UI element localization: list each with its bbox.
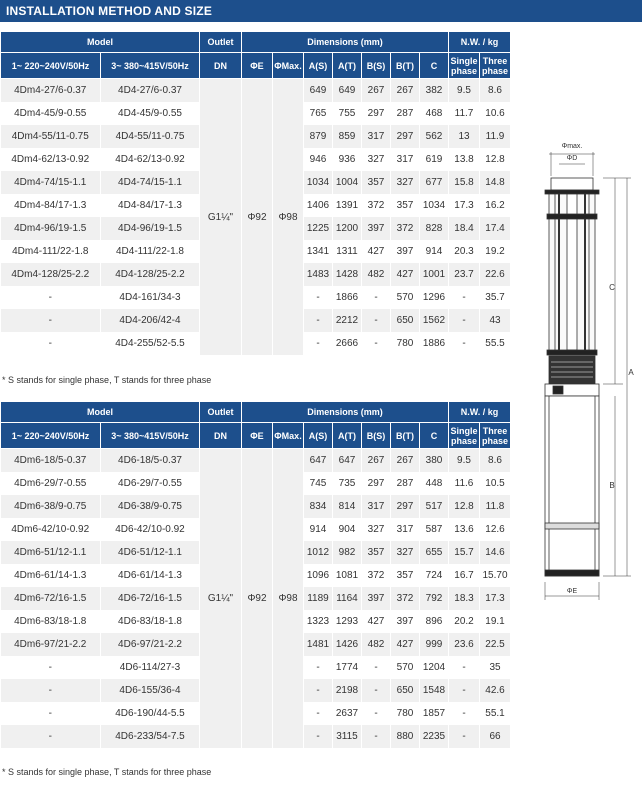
bs-cell: 297 (362, 102, 391, 125)
at-cell: 1200 (333, 217, 362, 240)
weight-three-cell: 16.2 (480, 194, 511, 217)
model-header: Model (1, 402, 200, 423)
bt-header: B(T) (391, 423, 420, 449)
spec-table-4dm4 (0, 31, 511, 355)
dn-header: DN (200, 423, 242, 449)
model-single-cell: 4Dm4-62/13-0.92 (1, 148, 101, 171)
c-cell: 1857 (420, 702, 449, 725)
as-cell: - (304, 309, 333, 332)
phi-e-cell: Φ92 (242, 449, 273, 749)
weight-single-cell: 20.2 (449, 610, 480, 633)
outlet-cell: G1¼" (200, 449, 242, 749)
bt-cell: 780 (391, 702, 420, 725)
weight-three-cell: 19.2 (480, 240, 511, 263)
model-three-cell: 4D6-42/10-0.92 (101, 518, 200, 541)
phi-max-header: ΦMax. (273, 423, 304, 449)
table-body (1, 449, 511, 749)
at-cell: 982 (333, 541, 362, 564)
model-single-cell: - (1, 725, 101, 748)
as-cell: 1034 (304, 171, 333, 194)
table-body (1, 79, 511, 356)
weight-single-cell: - (449, 286, 480, 309)
phi-max-cell: Φ98 (273, 449, 304, 749)
weight-single-cell: 18.4 (449, 217, 480, 240)
weight-three-cell: 12.8 (480, 148, 511, 171)
phi-max-header: ΦMax. (273, 53, 304, 79)
at-cell: 1164 (333, 587, 362, 610)
c-cell: 724 (420, 564, 449, 587)
c-cell: 914 (420, 240, 449, 263)
bs-cell: - (362, 309, 391, 332)
at-cell: 1081 (333, 564, 362, 587)
at-cell: 2198 (333, 679, 362, 702)
c-cell: 380 (420, 449, 449, 473)
at-cell: 1311 (333, 240, 362, 263)
bs-cell: 327 (362, 148, 391, 171)
three-phase-header: Three phase (480, 53, 511, 79)
bs-cell: 397 (362, 587, 391, 610)
three-phase-header: Three phase (480, 423, 511, 449)
model-single-cell: - (1, 679, 101, 702)
weight-single-cell: - (449, 679, 480, 702)
bs-cell: 357 (362, 171, 391, 194)
bs-cell: - (362, 656, 391, 679)
model-three-cell: 4D6-18/5-0.37 (101, 449, 200, 473)
weight-three-cell: 66 (480, 725, 511, 748)
weight-single-cell: 13.8 (449, 148, 480, 171)
label-phi-e: ΦE (566, 588, 578, 595)
model-header: Model (1, 32, 200, 53)
weight-three-cell: 15.70 (480, 564, 511, 587)
bs-cell: - (362, 332, 391, 355)
model-single-cell: 4Dm4-27/6-0.37 (1, 79, 101, 103)
model-three-cell: 4D4-84/17-1.3 (101, 194, 200, 217)
c-cell: 587 (420, 518, 449, 541)
c-header: C (420, 53, 449, 79)
c-cell: 792 (420, 587, 449, 610)
at-cell: 1004 (333, 171, 362, 194)
bt-cell: 397 (391, 240, 420, 263)
c-cell: 896 (420, 610, 449, 633)
model-three-cell: 4D6-233/54-7.5 (101, 725, 200, 748)
bt-cell: 427 (391, 633, 420, 656)
single-phase-header: Single phase (449, 423, 480, 449)
model-single-cell: - (1, 656, 101, 679)
model-three-cell: 4D6-61/14-1.3 (101, 564, 200, 587)
c-cell: 1296 (420, 286, 449, 309)
c-cell: 677 (420, 171, 449, 194)
c-cell: 562 (420, 125, 449, 148)
as-cell: 1406 (304, 194, 333, 217)
dimensions-header: Dimensions (mm) (242, 402, 449, 423)
model-three-cell: 4D6-190/44-5.5 (101, 702, 200, 725)
label-a: A (628, 368, 634, 377)
weight-single-cell: 11.7 (449, 102, 480, 125)
c-cell: 828 (420, 217, 449, 240)
bs-cell: - (362, 286, 391, 309)
bt-cell: 372 (391, 217, 420, 240)
pump-outline (545, 152, 631, 600)
weight-three-cell: 10.5 (480, 472, 511, 495)
model-single-cell: 4Dm6-97/21-2.2 (1, 633, 101, 656)
phi-e-cell: Φ92 (242, 79, 273, 356)
bt-cell: 357 (391, 564, 420, 587)
weight-single-cell: - (449, 309, 480, 332)
model-single-cell: - (1, 702, 101, 725)
as-cell: - (304, 332, 333, 355)
bs-cell: - (362, 702, 391, 725)
at-header: A(T) (333, 53, 362, 79)
at-cell: 814 (333, 495, 362, 518)
bt-cell: 287 (391, 472, 420, 495)
bs-cell: 297 (362, 472, 391, 495)
label-phi-d: ΦD (566, 155, 578, 162)
model-three-cell: 4D6-72/16-1.5 (101, 587, 200, 610)
bt-cell: 880 (391, 725, 420, 748)
weight-three-cell: 35.7 (480, 286, 511, 309)
model-single-cell: 4Dm4-128/25-2.2 (1, 263, 101, 286)
at-cell: 735 (333, 472, 362, 495)
weight-three-cell: 14.8 (480, 171, 511, 194)
model-single-cell: 4Dm6-18/5-0.37 (1, 449, 101, 473)
model-three-cell: 4D4-27/6-0.37 (101, 79, 200, 103)
three-voltage-header: 3~ 380~415V/50Hz (101, 53, 200, 79)
weight-three-cell: 14.6 (480, 541, 511, 564)
as-cell: - (304, 725, 333, 748)
c-cell: 1204 (420, 656, 449, 679)
weight-single-cell: 18.3 (449, 587, 480, 610)
c-cell: 382 (420, 79, 449, 103)
single-voltage-header: 1~ 220~240V/50Hz (1, 423, 101, 449)
weight-single-cell: 23.6 (449, 633, 480, 656)
bt-cell: 317 (391, 518, 420, 541)
bs-cell: 317 (362, 495, 391, 518)
bt-cell: 327 (391, 171, 420, 194)
model-single-cell: 4Dm4-74/15-1.1 (1, 171, 101, 194)
bs-cell: 397 (362, 217, 391, 240)
model-single-cell: 4Dm4-55/11-0.75 (1, 125, 101, 148)
model-single-cell: 4Dm6-83/18-1.8 (1, 610, 101, 633)
c-cell: 1548 (420, 679, 449, 702)
model-single-cell: 4Dm4-96/19-1.5 (1, 217, 101, 240)
bt-cell: 297 (391, 125, 420, 148)
bt-cell: 372 (391, 587, 420, 610)
at-header: A(T) (333, 423, 362, 449)
c-cell: 999 (420, 633, 449, 656)
c-cell: 1562 (420, 309, 449, 332)
c-header: C (420, 423, 449, 449)
c-cell: 1886 (420, 332, 449, 355)
weight-single-cell: 12.8 (449, 495, 480, 518)
weight-single-cell: 15.8 (449, 171, 480, 194)
model-single-cell: - (1, 286, 101, 309)
label-phi-max: Φmax. (561, 143, 583, 150)
model-three-cell: 4D4-255/52-5.5 (101, 332, 200, 355)
bs-cell: 267 (362, 449, 391, 473)
as-cell: 1341 (304, 240, 333, 263)
model-three-cell: 4D6-155/36-4 (101, 679, 200, 702)
bs-cell: 482 (362, 263, 391, 286)
as-cell: 946 (304, 148, 333, 171)
bs-header: B(S) (362, 423, 391, 449)
at-cell: 1426 (333, 633, 362, 656)
model-single-cell: 4Dm6-42/10-0.92 (1, 518, 101, 541)
footnote: * S stands for single phase, T stands for three phase (2, 375, 212, 385)
as-cell: - (304, 679, 333, 702)
c-cell: 468 (420, 102, 449, 125)
weight-three-cell: 8.6 (480, 449, 511, 473)
weight-single-cell: 11.6 (449, 472, 480, 495)
weight-single-cell: 17.3 (449, 194, 480, 217)
weight-single-cell: 9.5 (449, 449, 480, 473)
bt-cell: 650 (391, 679, 420, 702)
as-cell: 745 (304, 472, 333, 495)
weight-single-cell: 23.7 (449, 263, 480, 286)
as-cell: - (304, 656, 333, 679)
at-cell: 649 (333, 79, 362, 103)
single-voltage-header: 1~ 220~240V/50Hz (1, 53, 101, 79)
model-single-cell: 4Dm6-38/9-0.75 (1, 495, 101, 518)
nw-header: N.W. / kg (449, 32, 511, 53)
bt-cell: 650 (391, 309, 420, 332)
weight-three-cell: 17.3 (480, 587, 511, 610)
at-cell: 2666 (333, 332, 362, 355)
outlet-header: Outlet (200, 32, 242, 53)
bs-cell: 427 (362, 240, 391, 263)
weight-three-cell: 43 (480, 309, 511, 332)
bt-cell: 327 (391, 541, 420, 564)
phi-e-header: ΦE (242, 53, 273, 79)
c-cell: 1001 (420, 263, 449, 286)
weight-single-cell: 13 (449, 125, 480, 148)
weight-three-cell: 55.1 (480, 702, 511, 725)
weight-single-cell: - (449, 702, 480, 725)
weight-single-cell: - (449, 332, 480, 355)
bt-cell: 297 (391, 495, 420, 518)
at-cell: 3115 (333, 725, 362, 748)
as-cell: - (304, 702, 333, 725)
at-cell: 936 (333, 148, 362, 171)
single-phase-header: Single phase (449, 53, 480, 79)
weight-single-cell: 15.7 (449, 541, 480, 564)
bs-cell: 372 (362, 194, 391, 217)
dn-header: DN (200, 53, 242, 79)
weight-three-cell: 55.5 (480, 332, 511, 355)
weight-three-cell: 10.6 (480, 102, 511, 125)
weight-three-cell: 11.8 (480, 495, 511, 518)
bt-cell: 780 (391, 332, 420, 355)
weight-three-cell: 11.9 (480, 125, 511, 148)
outlet-header: Outlet (200, 402, 242, 423)
bt-cell: 397 (391, 610, 420, 633)
model-single-cell: 4Dm6-51/12-1.1 (1, 541, 101, 564)
at-cell: 859 (333, 125, 362, 148)
weight-three-cell: 19.1 (480, 610, 511, 633)
as-cell: 1096 (304, 564, 333, 587)
as-cell: 649 (304, 79, 333, 103)
model-three-cell: 4D4-62/13-0.92 (101, 148, 200, 171)
model-three-cell: 4D4-111/22-1.8 (101, 240, 200, 263)
weight-three-cell: 35 (480, 656, 511, 679)
bs-cell: 267 (362, 79, 391, 103)
weight-three-cell: 22.6 (480, 263, 511, 286)
weight-three-cell: 8.6 (480, 79, 511, 103)
model-three-cell: 4D4-55/11-0.75 (101, 125, 200, 148)
bt-cell: 427 (391, 263, 420, 286)
outlet-cell: G1¼" (200, 79, 242, 356)
model-single-cell: 4Dm4-84/17-1.3 (1, 194, 101, 217)
as-cell: 1323 (304, 610, 333, 633)
bs-cell: 327 (362, 518, 391, 541)
at-cell: 1866 (333, 286, 362, 309)
model-three-cell: 4D6-114/27-3 (101, 656, 200, 679)
weight-single-cell: - (449, 656, 480, 679)
model-three-cell: 4D6-83/18-1.8 (101, 610, 200, 633)
c-cell: 2235 (420, 725, 449, 748)
model-single-cell: - (1, 309, 101, 332)
bt-cell: 267 (391, 449, 420, 473)
model-single-cell: - (1, 332, 101, 355)
nw-header: N.W. / kg (449, 402, 511, 423)
bt-cell: 570 (391, 286, 420, 309)
c-cell: 655 (420, 541, 449, 564)
at-cell: 1774 (333, 656, 362, 679)
as-cell: 1481 (304, 633, 333, 656)
bt-cell: 357 (391, 194, 420, 217)
bs-cell: 427 (362, 610, 391, 633)
model-single-cell: 4Dm6-29/7-0.55 (1, 472, 101, 495)
as-cell: 1225 (304, 217, 333, 240)
at-cell: 2637 (333, 702, 362, 725)
model-three-cell: 4D4-206/42-4 (101, 309, 200, 332)
weight-single-cell: 20.3 (449, 240, 480, 263)
as-cell: 834 (304, 495, 333, 518)
bs-cell: - (362, 679, 391, 702)
table-row (1, 79, 511, 103)
at-cell: 904 (333, 518, 362, 541)
at-cell: 647 (333, 449, 362, 473)
bt-header: B(T) (391, 53, 420, 79)
model-single-cell: 4Dm4-111/22-1.8 (1, 240, 101, 263)
weight-three-cell: 17.4 (480, 217, 511, 240)
as-cell: 914 (304, 518, 333, 541)
bt-cell: 287 (391, 102, 420, 125)
model-three-cell: 4D6-97/21-2.2 (101, 633, 200, 656)
at-cell: 755 (333, 102, 362, 125)
at-cell: 1391 (333, 194, 362, 217)
c-cell: 619 (420, 148, 449, 171)
model-three-cell: 4D4-74/15-1.1 (101, 171, 200, 194)
weight-single-cell: 16.7 (449, 564, 480, 587)
as-cell: 879 (304, 125, 333, 148)
label-c: C (609, 283, 615, 292)
c-cell: 1034 (420, 194, 449, 217)
as-header: A(S) (304, 53, 333, 79)
weight-three-cell: 42.6 (480, 679, 511, 702)
phi-e-header: ΦE (242, 423, 273, 449)
model-three-cell: 4D6-51/12-1.1 (101, 541, 200, 564)
pump-dimension-diagram (525, 130, 637, 610)
weight-single-cell: 13.6 (449, 518, 480, 541)
phi-max-cell: Φ98 (273, 79, 304, 356)
three-voltage-header: 3~ 380~415V/50Hz (101, 423, 200, 449)
as-cell: 1012 (304, 541, 333, 564)
at-cell: 2212 (333, 309, 362, 332)
model-single-cell: 4Dm6-72/16-1.5 (1, 587, 101, 610)
at-cell: 1293 (333, 610, 362, 633)
label-b: B (609, 481, 615, 490)
footnote: * S stands for single phase, T stands for three phase (2, 767, 212, 777)
bs-cell: 317 (362, 125, 391, 148)
weight-three-cell: 22.5 (480, 633, 511, 656)
at-cell: 1428 (333, 263, 362, 286)
model-three-cell: 4D4-161/34-3 (101, 286, 200, 309)
as-cell: 1189 (304, 587, 333, 610)
bt-cell: 570 (391, 656, 420, 679)
as-cell: 765 (304, 102, 333, 125)
bs-cell: - (362, 725, 391, 748)
weight-single-cell: - (449, 725, 480, 748)
model-single-cell: 4Dm4-45/9-0.55 (1, 102, 101, 125)
model-three-cell: 4D6-29/7-0.55 (101, 472, 200, 495)
model-three-cell: 4D4-45/9-0.55 (101, 102, 200, 125)
bt-cell: 317 (391, 148, 420, 171)
spec-table-4dm6 (0, 401, 511, 748)
as-cell: 647 (304, 449, 333, 473)
table-row (1, 449, 511, 473)
c-cell: 448 (420, 472, 449, 495)
weight-single-cell: 9.5 (449, 79, 480, 103)
dimensions-header: Dimensions (mm) (242, 32, 449, 53)
model-three-cell: 4D4-128/25-2.2 (101, 263, 200, 286)
model-single-cell: 4Dm6-61/14-1.3 (1, 564, 101, 587)
bs-header: B(S) (362, 53, 391, 79)
c-cell: 517 (420, 495, 449, 518)
bt-cell: 267 (391, 79, 420, 103)
bs-cell: 482 (362, 633, 391, 656)
model-three-cell: 4D4-96/19-1.5 (101, 217, 200, 240)
bs-cell: 357 (362, 541, 391, 564)
as-header: A(S) (304, 423, 333, 449)
model-three-cell: 4D6-38/9-0.75 (101, 495, 200, 518)
as-cell: - (304, 286, 333, 309)
weight-three-cell: 12.6 (480, 518, 511, 541)
as-cell: 1483 (304, 263, 333, 286)
bs-cell: 372 (362, 564, 391, 587)
section-title: INSTALLATION METHOD AND SIZE (0, 0, 642, 22)
